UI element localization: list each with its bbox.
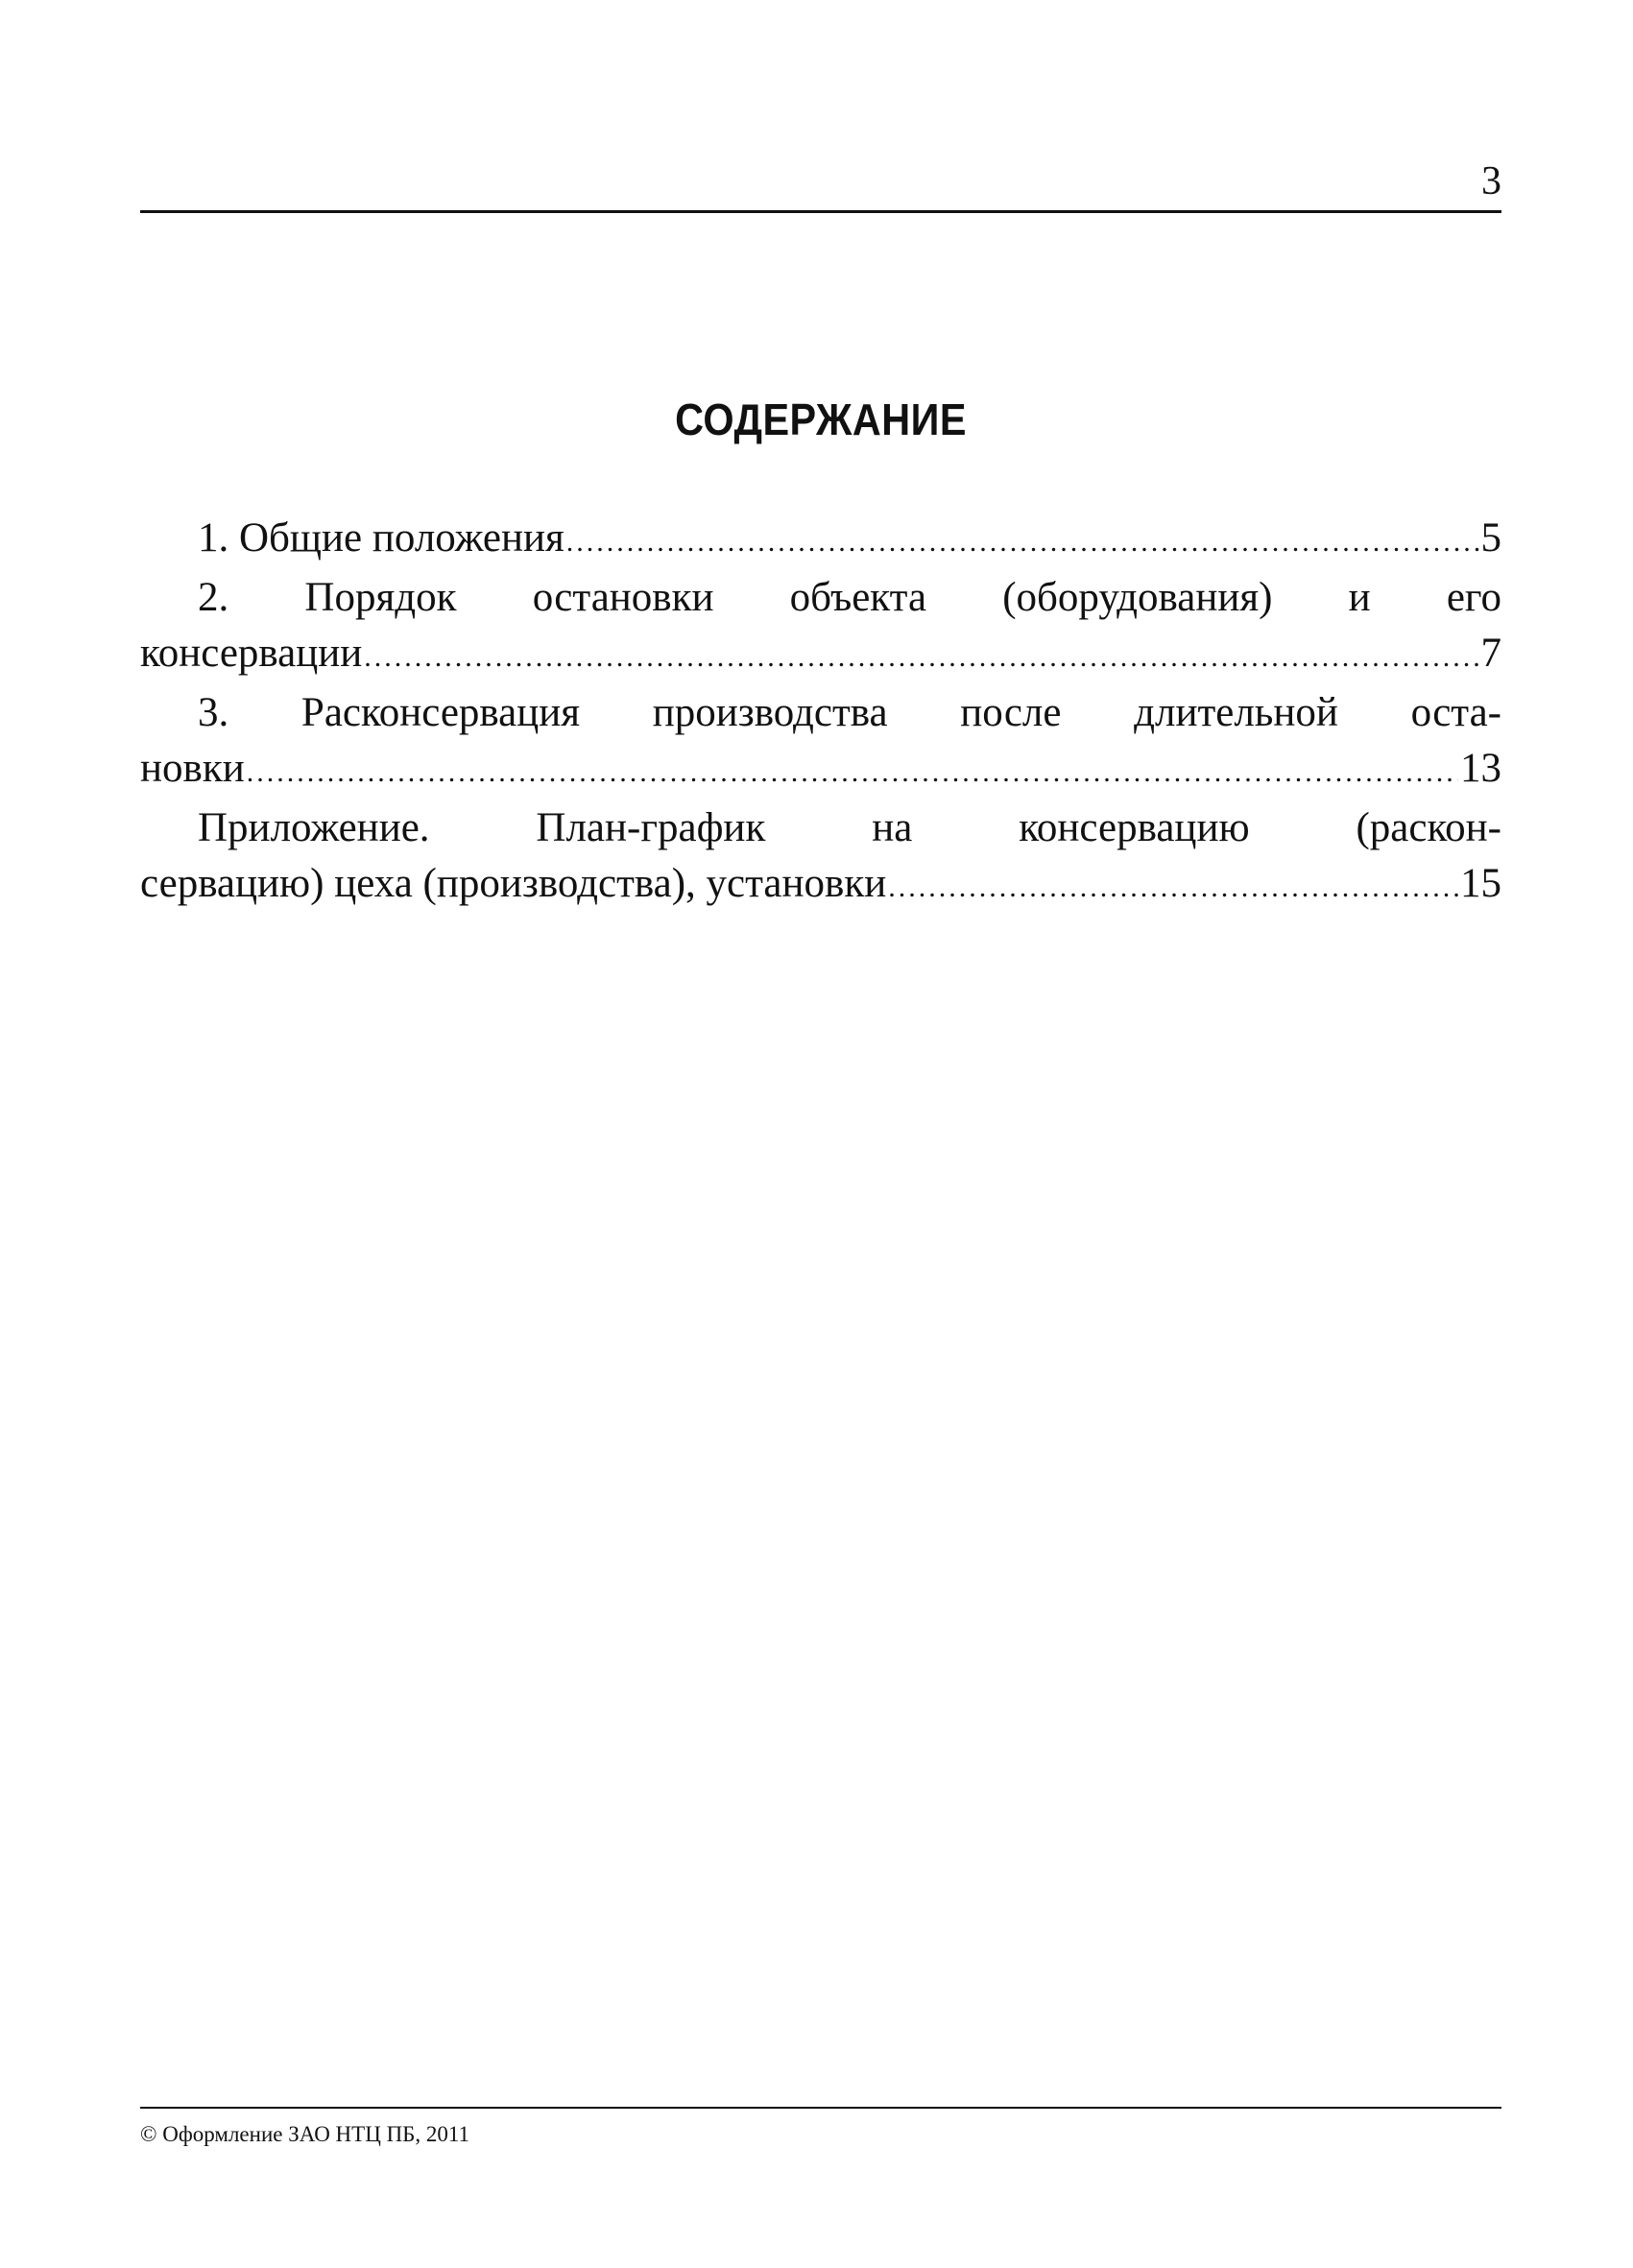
dot-leader [888, 860, 1458, 916]
toc-entry-text: 3. Расконсервация производства после длительной оста- [198, 690, 1501, 735]
copyright-notice: © Оформление ЗАО НТЦ ПБ, 2011 [140, 2122, 470, 2146]
table-of-contents [140, 511, 1501, 916]
dot-leader [364, 630, 1478, 685]
toc-entry-text: 2. Порядок остановки объекта (оборудования) и его [198, 575, 1501, 620]
toc-entry-general-provisions[interactable] [175, 511, 1501, 570]
toc-line [175, 511, 1501, 570]
dot-leader [247, 745, 1458, 800]
toc-entry-text-continued: консервации [140, 631, 363, 676]
toc-page-number: 15 [1460, 861, 1501, 906]
page-number: 3 [1481, 159, 1501, 203]
toc-title: СОДЕРЖАНИЕ [675, 394, 967, 444]
toc-entry-text: 1. Общие положения [198, 515, 564, 561]
footer-rule [140, 2107, 1501, 2109]
toc-entry-text-continued: новки [140, 746, 245, 791]
toc-entry-text-continued: сервацию) цеха (производства), установки [140, 861, 887, 906]
header-rule [140, 210, 1501, 213]
toc-page-number: 13 [1460, 746, 1501, 791]
toc-entry-reactivation[interactable] [140, 685, 1501, 800]
toc-line [140, 856, 1501, 916]
toc-entry-appendix-schedule[interactable] [140, 800, 1501, 916]
toc-line [140, 626, 1501, 685]
toc-entry-text: Приложение. План-график на консервацию (раскон- [198, 805, 1501, 850]
toc-entry-shutdown-procedure[interactable] [140, 570, 1501, 685]
toc-line [140, 741, 1501, 800]
toc-page-number: 5 [1480, 515, 1501, 561]
toc-page-number: 7 [1480, 631, 1501, 676]
dot-leader [566, 514, 1479, 570]
